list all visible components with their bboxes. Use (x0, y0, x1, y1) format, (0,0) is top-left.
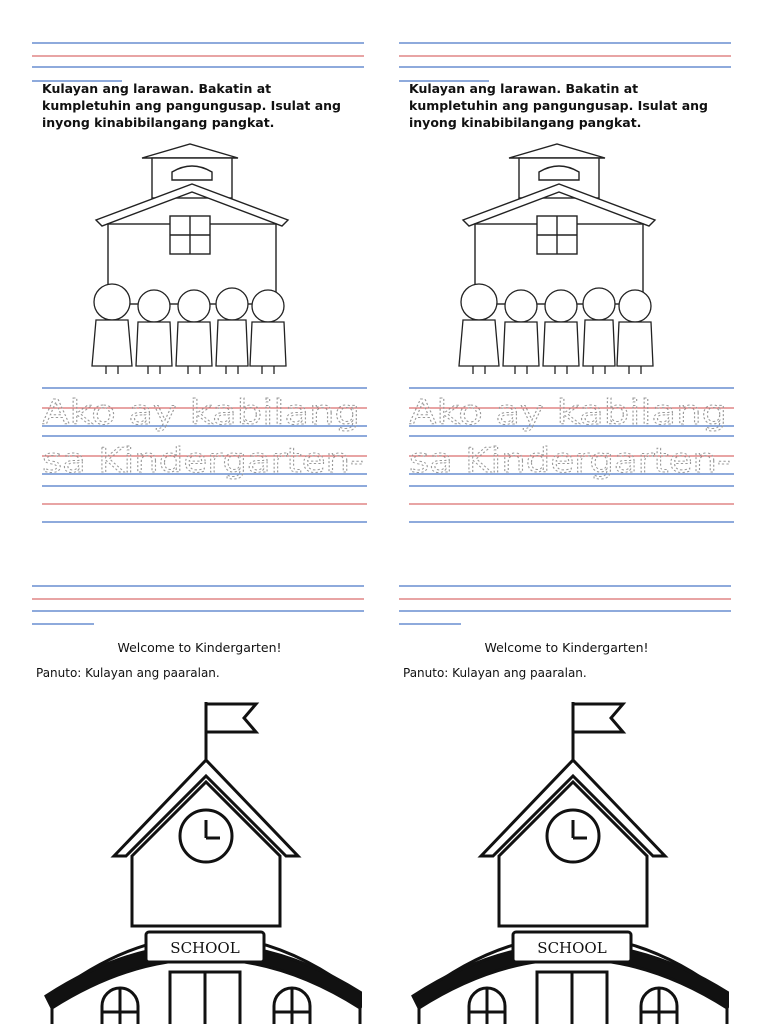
instruction-text: Kulayan ang larawan. Bakatin at kumpletuhin ang pangungusap. Isulat ang inyong kinabibilangang pangkat. (42, 81, 342, 130)
worksheet-b-left (32, 580, 367, 1024)
tracing-lines (42, 386, 367, 526)
worksheet-title: Welcome to Kindergarten! (484, 640, 649, 655)
school-children-illustration (449, 140, 669, 375)
instruction-text: Panuto: Kulayan ang paaralan. (36, 666, 220, 680)
school-sign-label: SCHOOL (170, 939, 240, 957)
worksheet-title: Welcome to Kindergarten! (117, 640, 282, 655)
header-rule-lines (399, 36, 734, 86)
trace-line-1: Ako ay kabilang (409, 393, 727, 433)
trace-line-1: Ako ay kabilang (42, 393, 360, 433)
tracing-lines (409, 386, 734, 526)
header-rule-lines (32, 580, 367, 630)
instruction-text: Kulayan ang larawan. Bakatin at kumpletuhin ang pangungusap. Isulat ang inyong kinabibilangang pangkat. (409, 81, 709, 130)
trace-line-2: sa Kindergarten- (409, 441, 731, 481)
schoolhouse-illustration (409, 696, 729, 1024)
worksheet-a-right (399, 36, 734, 526)
trace-line-2: sa Kindergarten- (42, 441, 364, 481)
school-children-illustration (82, 140, 302, 375)
worksheet-b-right (399, 580, 734, 1024)
header-rule-lines (399, 580, 734, 630)
header-rule-lines (32, 36, 367, 86)
schoolhouse-illustration (42, 696, 362, 1024)
worksheet-a-left (32, 36, 367, 526)
instruction-text: Panuto: Kulayan ang paaralan. (403, 666, 587, 680)
school-sign-label: SCHOOL (537, 939, 607, 957)
